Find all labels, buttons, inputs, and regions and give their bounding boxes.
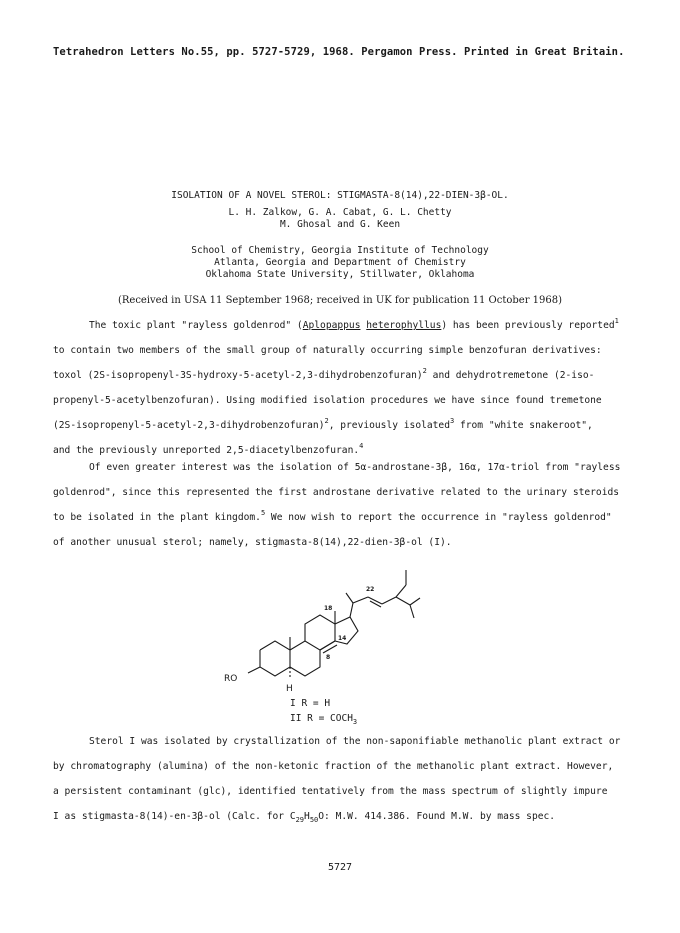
authors-block [0,207,680,231]
received-dates: (Received in USA 11 September 1968; received in UK for publication 11 October 1968) [117,295,563,306]
article-title: ISOLATION OF A NOVEL STEROL: STIGMASTA-8(14),22-DIEN-3β-OL. [171,190,509,201]
paragraph-2 [53,455,653,555]
author-line: M. Ghosal and G. Keen [279,219,401,230]
text-line: I as stigmasta-8(14)-en-3β-ol (Calc. for $C_{29}H_{50}O$: M.W. 414.386. Found M.W. by mass spec. [53,811,556,824]
text-line: of another unusual sterol; namely, stigmasta-8(14),22-dien-3β-ol (I). [53,537,452,548]
reference-marker: 5 [260,509,266,517]
reference-marker: 4 [359,442,364,450]
text-line: (2S-isopropenyl-5-acetyl-2,3-dihydrobenzofuran)$^2$, previously isolated$^3$ from "white snakeroot", [53,417,593,431]
text-line: Sterol I was isolated by crystallization of the non-saponifiable methanolic plant extract or [89,736,621,747]
text-line: goldenrod", since this represented the first androstane derivative related to the urinary steroids [53,487,620,498]
reference-marker: 2 [324,417,329,425]
position-14-label: 14 [338,635,347,642]
structure-legend-i: I R = H [290,698,331,709]
reference-marker: 2 [422,367,427,375]
position-22-label: 22 [366,586,375,593]
text-line: toxol (2S-isopropenyl-3S-hydroxy-5-acetyl-2,3-dihydrobenzofuran)$^2$ and dehydrotremetone (2-iso- [53,367,595,381]
double-bond-22 [370,601,381,607]
text-line: to contain two members of the small group of naturally occurring simple benzofuran derivatives: [53,345,602,356]
paragraph-1 [53,313,653,463]
ring-c [305,615,335,650]
reference-marker: 3 [449,417,455,425]
affiliation-line: School of Chemistry, Georgia Institute of Technology [191,245,489,256]
position-8-label: 8 [326,654,331,661]
paragraph-3 [53,729,653,829]
affiliation-line: Oklahoma State University, Stillwater, Oklahoma [205,269,475,280]
ro-label: RO [224,674,238,684]
position-18-label: 18 [324,605,333,612]
text-line: propenyl-5-acetylbenzofuran). Using modified isolation procedures we have since found tremetone [53,395,602,406]
ring-b [290,641,320,676]
text-line: by chromatography (alumina) of the non-ketonic fraction of the methanolic plant extract. However, [53,761,614,772]
double-bond-8-14-inner [323,645,337,653]
affiliation-line: Atlanta, Georgia and Department of Chemistry [214,257,466,268]
text-line: a persistent contaminant (glc), identified tentatively from the mass spectrum of slightly impure [53,786,608,797]
h-label: H [286,684,293,694]
ring-a [260,641,290,676]
text-line: Of even greater interest was the isolation of 5α-androstane-3β, 16α, 17α-triol from "rayless [89,462,621,473]
page-number: 5727 [327,862,353,873]
journal-header: Tetrahedron Letters No.55, pp. 5727-5729, 1968. Pergamon Press. Printed in Great Britain. [53,46,625,58]
sterol-structure-diagram [220,555,480,730]
double-bond-8-14 [320,641,335,650]
reference-marker: 1 [614,317,619,325]
text-line: to be isolated in the plant kingdom.$^5$ We now wish to report the occurrence in "rayless goldenrod" [53,509,612,523]
affiliation-block [0,245,680,281]
text-line: The toxic plant "rayless goldenrod" (Aplopappus heterophyllus) has been previously reported$^1$ [89,317,619,331]
ro-bond [248,667,260,673]
structure-legend-ii: II $R = COCH_3$ [290,713,358,726]
text-line: and the previously unreported 2,5-diacetylbenzofuran.$^4$ [53,442,364,456]
author-line: L. H. Zalkow, G. A. Cabat, G. L. Chetty [228,207,452,218]
